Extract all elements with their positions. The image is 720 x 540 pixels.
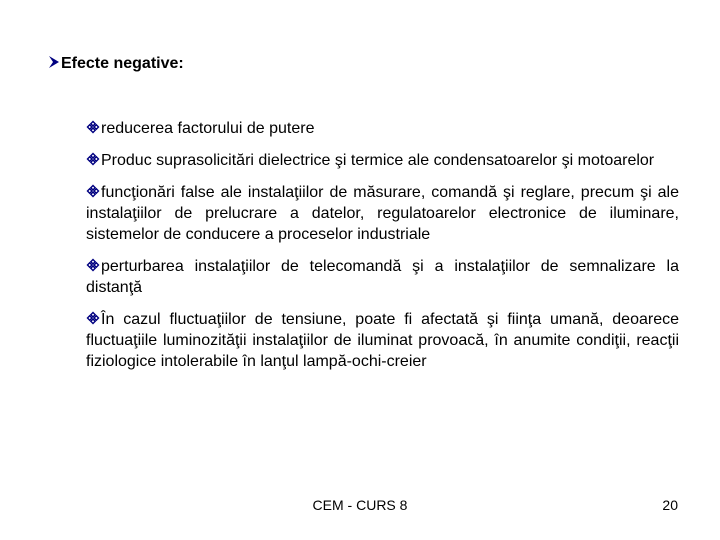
diamond-bullet-icon xyxy=(86,120,100,134)
diamond-bullet-icon xyxy=(86,311,100,325)
bullet-item xyxy=(86,150,679,171)
bullet-item xyxy=(86,256,679,298)
bullet-text: funcţionări false ale instalaţiilor de măsurare, comandă şi reglare, precum şi ale instalaţiilor de prelucrare a datelor, regulatoarelor electronice de iluminare, sistemelor de conducere a proceselor industriale xyxy=(86,184,679,243)
bullet-list xyxy=(86,118,679,372)
diamond-bullet-icon xyxy=(86,152,100,166)
diamond-bullet-icon xyxy=(86,184,100,198)
footer-title: CEM - CURS 8 xyxy=(312,497,408,513)
page-number: 20 xyxy=(662,497,678,513)
diamond-bullet-icon xyxy=(86,258,100,272)
bullet-text: În cazul fluctuaţiilor de tensiune, poate fi afectată şi fiinţa umană, deoarece fluctuaţiile luminozităţii instalaţiilor de iluminat provoacă, în anumite condiţii, reacţii fiziologice intolerabile în lanţul lampă-ochi-creier xyxy=(86,311,679,370)
bullet-item xyxy=(86,309,679,372)
arrow-bullet-icon xyxy=(48,55,60,69)
bullet-text: perturbarea instalaţiilor de telecomandă şi a instalaţiilor de semnalizare la distanţă xyxy=(86,258,679,296)
bullet-item xyxy=(86,182,679,245)
bullet-item xyxy=(86,118,679,139)
bullet-text: reducerea factorului de putere xyxy=(101,120,315,137)
section-heading-text: Efecte negative: xyxy=(61,55,184,72)
section-heading xyxy=(48,54,184,74)
bullet-text: Produc suprasolicitări dielectrice şi termice ale condensatoarelor şi motoarelor xyxy=(101,152,655,169)
